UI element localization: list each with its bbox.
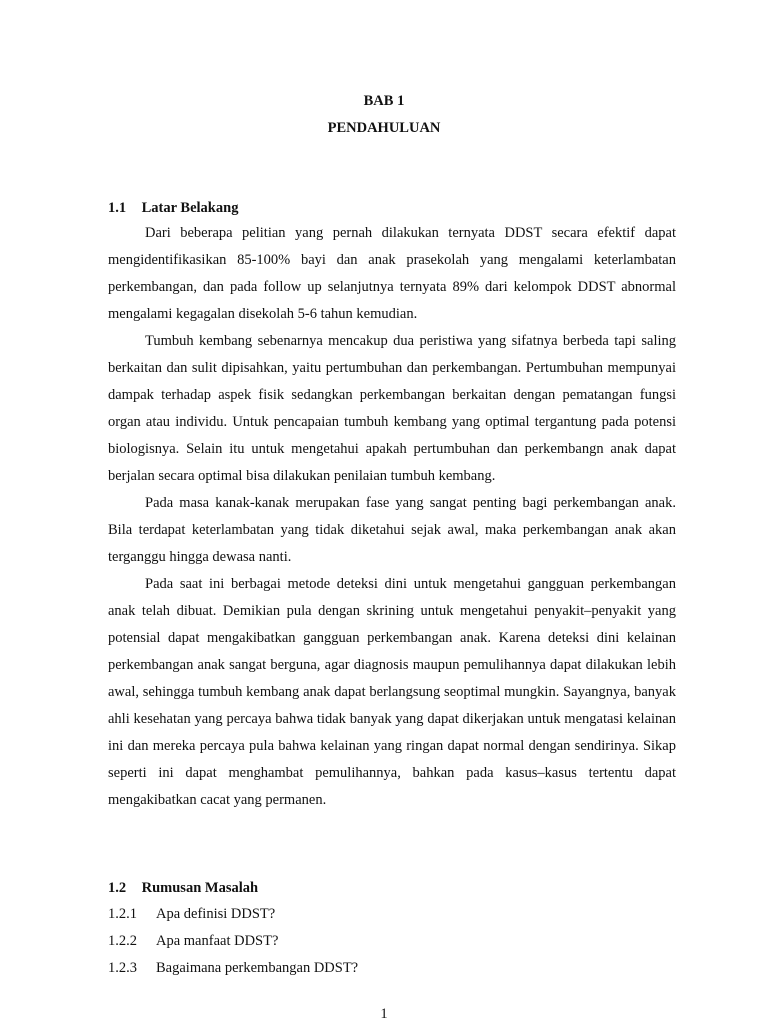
list-item-number: 1.2.1 (108, 906, 137, 922)
list-item-text: Bagaimana perkembangan DDST? (156, 960, 359, 976)
list-item-text: Apa definisi DDST? (156, 906, 276, 922)
section-title: Latar Belakang (141, 200, 239, 216)
list-item-text: Apa manfaat DDST? (156, 933, 279, 949)
list-item-number: 1.2.2 (108, 933, 137, 949)
paragraph: Tumbuh kembang sebenarnya mencakup dua peristiwa yang sifatnya berbeda tapi saling berkaitan dan sulit dipisahkan, yaitu pertumbuhan dan perkembangan. Pertumbuhan mempunyai dampak terhadap aspek fisik sedangkan perkembangan berkaitan dengan pematangan fungsi organ atau individu. Untuk pencapaian tumbuh kembang yang optimal tergantung pada potensi biologisnya. Selain itu untuk mengetahui apakah pertumbuhan dan perkembangn anak dapat berjalan secara optimal bisa dilakukan penilaian tumbuh kembang. (108, 333, 676, 484)
section-body-latar-belakang (108, 220, 676, 814)
section-heading-rumusan-masalah (108, 879, 258, 897)
section-heading-latar-belakang (108, 199, 238, 217)
section-number: 1.1 (108, 200, 127, 216)
paragraph: Dari beberapa pelitian yang pernah dilakukan ternyata DDST secara efektif dapat mengidentifikasikan 85-100% bayi dan anak prasekolah yang mengalami keterlambatan perkembangan, dan pada follow up selanjutnya ternyata 89% dari kelompok DDST abnormal mengalami kegagalan disekolah 5-6 tahun kemudian. (108, 225, 676, 322)
chapter-title: PENDAHULUAN (327, 120, 441, 136)
paragraph: Pada masa kanak-kanak merupakan fase yang sangat penting bagi perkembangan anak. Bila terdapat keterlambatan yang tidak diketahui sejak awal, maka perkembangan anak akan terganggu hingga dewasa nanti. (108, 495, 676, 565)
list-item (108, 928, 676, 955)
page-number: 1 (380, 1006, 388, 1022)
paragraph: Pada saat ini berbagai metode deteksi dini untuk mengetahui gangguan perkembangan anak telah dibuat. Demikian pula dengan skrining untuk mengetahui penyakit–penyakit yang potensial dapat mengakibatkan gangguan perkembangan anak. Karena deteksi dini kelainan perkembangan anak sangat berguna, agar diagnosis maupun pemulihannya dapat dilakukan lebih awal, sehingga tumbuh kembang anak dapat berlangsung seoptimal mungkin. Sayangnya, banyak ahli kesehatan yang percaya bahwa tidak banyak yang dapat dikerjakan untuk mengatasi kelainan ini dan mereka percaya pula bahwa kelainan yang ringan dapat normal dengan sendirinya. Sikap seperti ini dapat menghambat pemulihannya, bahkan pada kasus–kasus tertentu dapat mengakibatkan cacat yang permanen. (108, 576, 676, 808)
list-item-number: 1.2.3 (108, 960, 137, 976)
list-item (108, 955, 676, 982)
problem-list (108, 901, 676, 982)
section-title: Rumusan Masalah (141, 880, 259, 896)
chapter-number: BAB 1 (363, 93, 405, 109)
list-item (108, 901, 676, 928)
section-number: 1.2 (108, 880, 127, 896)
